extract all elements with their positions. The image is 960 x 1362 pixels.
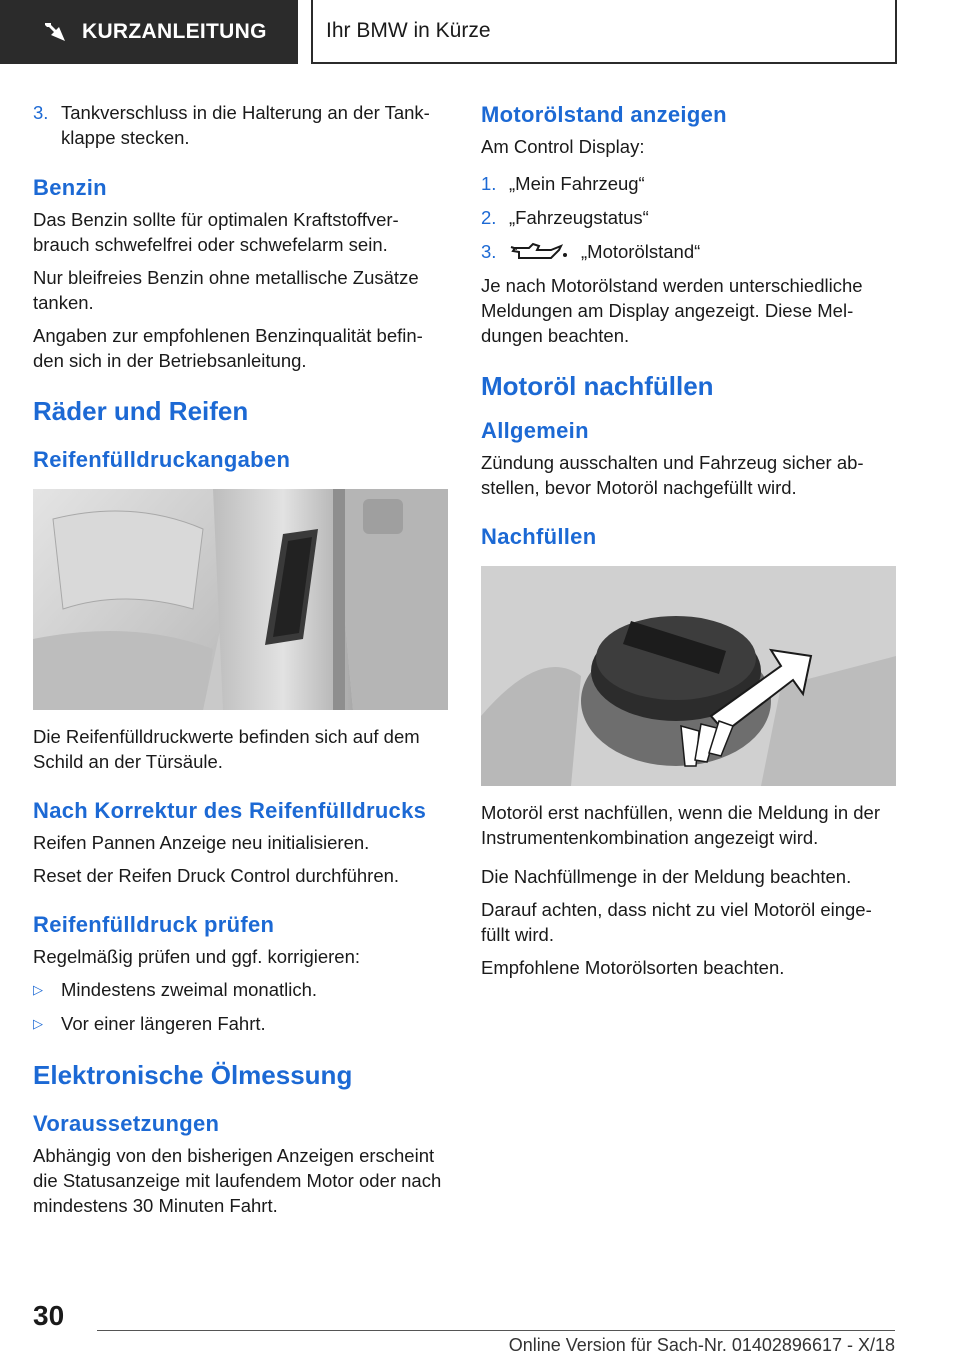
heading-reifenfuelldruck-pruefen: Reifenfülldruck prüfen bbox=[33, 912, 275, 937]
list-item: ▷ Mindestens zweimal monatlich. bbox=[33, 979, 318, 1000]
oil-can-icon bbox=[509, 240, 569, 264]
list-item bbox=[33, 100, 448, 150]
paragraph: Angaben zur empfohlenen Benzinqualität befin-den sich in der Betriebsanleitung. bbox=[33, 325, 423, 371]
door-pillar-image bbox=[33, 489, 448, 710]
paragraph: Reifen Pannen Anzeige neu initialisieren. bbox=[33, 832, 370, 853]
list-item: ▷ Vor einer längeren Fahrt. bbox=[33, 1013, 266, 1034]
paragraph: Am Control Display: bbox=[481, 136, 645, 157]
heading-raeder-reifen: Räder und Reifen bbox=[33, 396, 249, 426]
paragraph: Regelmäßig prüfen und ggf. korrigieren: bbox=[33, 946, 361, 967]
triangle-bullet-icon: ▷ bbox=[33, 1016, 43, 1031]
paragraph: Abhängig von den bisherigen Anzeigen erscheint die Statusanzeige mit laufendem Motor oder nach mindestens 30 Minuten Fahrt. bbox=[33, 1145, 442, 1216]
footer-online-version: Online Version für Sach-Nr. 01402896617 - X/18 bbox=[508, 1335, 895, 1355]
page-number: 30 bbox=[33, 1300, 65, 1331]
paragraph: Nur bleifreies Benzin ohne metallische Zusätze tanken. bbox=[33, 267, 419, 313]
paragraph: Reset der Reifen Druck Control durchführen. bbox=[33, 865, 400, 886]
footer-divider bbox=[97, 1330, 895, 1331]
list-item: 1. „Mein Fahrzeug“ bbox=[481, 173, 645, 194]
heading-benzin: Benzin bbox=[33, 175, 107, 200]
chapter-title: Ihr BMW in Kürze bbox=[326, 19, 491, 42]
section-tab bbox=[0, 0, 298, 64]
manual-icon bbox=[42, 19, 68, 45]
paragraph: Das Benzin sollte für optimalen Kraftstoffver-brauch schwefelfrei oder schwefelarm sein. bbox=[33, 209, 399, 255]
paragraph: Zündung ausschalten und Fahrzeug sicher ab-stellen, bevor Motoröl nachgefüllt wird. bbox=[481, 452, 864, 498]
oil-cap-image bbox=[481, 566, 896, 786]
list-item: 2. „Fahrzeugstatus“ bbox=[481, 207, 649, 228]
list-item: 3. „Motorölstand“ bbox=[481, 241, 701, 262]
heading-voraussetzungen: Voraussetzungen bbox=[33, 1111, 220, 1136]
triangle-bullet-icon: ▷ bbox=[33, 982, 43, 997]
heading-motoroel-nachfuellen: Motoröl nachfüllen bbox=[481, 371, 714, 401]
paragraph: Die Nachfüllmenge in der Meldung beachten. bbox=[481, 866, 852, 887]
heading-elektronische-oelmessung: Elektronische Ölmessung bbox=[33, 1060, 353, 1090]
heading-nachfuellen: Nachfüllen bbox=[481, 524, 597, 549]
section-label: KURZANLEITUNG bbox=[82, 20, 267, 43]
step-text: Tankverschluss in die Halterung an der Tank-klappe stecken. bbox=[61, 102, 430, 148]
heading-reifenfuelldruckangaben: Reifenfülldruckangaben bbox=[33, 447, 291, 472]
step-number: 3. bbox=[33, 102, 49, 123]
image-caption: Die Reifenfülldruckwerte befinden sich auf dem Schild an der Türsäule. bbox=[33, 726, 420, 772]
left-column bbox=[33, 100, 448, 1226]
heading-nach-korrektur: Nach Korrektur des Reifenfülldrucks bbox=[33, 798, 427, 823]
paragraph: Je nach Motorölstand werden unterschiedliche Meldungen am Display angezeigt. Diese Mel-dungen beachten. bbox=[481, 275, 863, 346]
chapter-header bbox=[311, 0, 897, 64]
heading-motoroelstand-anzeigen: Motorölstand anzeigen bbox=[481, 102, 727, 127]
paragraph: Motoröl erst nachfüllen, wenn die Meldung in der Instrumentenkombination angezeigt wird. bbox=[481, 802, 881, 848]
right-column bbox=[481, 100, 896, 988]
heading-allgemein: Allgemein bbox=[481, 418, 589, 443]
paragraph: Darauf achten, dass nicht zu viel Motoröl einge-füllt wird. bbox=[481, 899, 872, 945]
paragraph: Empfohlene Motorölsorten beachten. bbox=[481, 957, 785, 978]
